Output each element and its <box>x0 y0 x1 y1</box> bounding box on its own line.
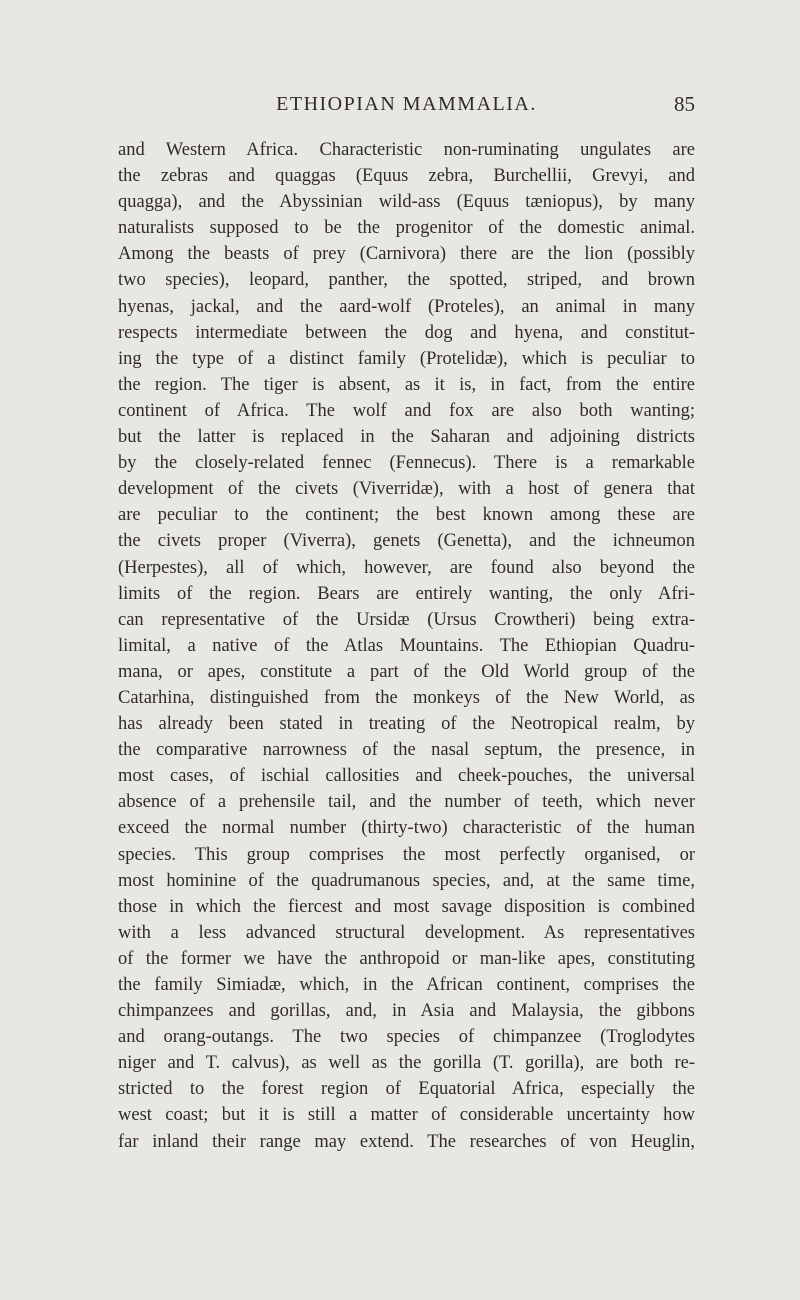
text-line: (Herpestes), all of which, however, are found also beyond the <box>118 557 695 578</box>
text-line: and Western Africa. Characteristic non-ruminating ungulates are <box>118 140 695 160</box>
text-line: has already been stated in treating of the Neotropical realm, by <box>118 714 695 735</box>
text-line: the zebras and quaggas (Equus zebra, Burchellii, Grevyi, and <box>118 166 695 187</box>
text-line: those in which the fiercest and most savage disposition is combined <box>118 896 695 917</box>
text-line: absence of a prehensile tail, and the number of teeth, which never <box>118 792 695 813</box>
text-line: species. This group comprises the most perfectly organised, or <box>118 844 695 865</box>
text-line: chimpanzees and gorillas, and, in Asia and Malaysia, the gibbons <box>118 1001 695 1022</box>
text-line: are peculiar to the continent; the best known among these are <box>118 505 695 526</box>
text-line: quagga), and the Abyssinian wild-ass (Equus tæniopus), by many <box>118 192 695 213</box>
text-line: mana, or apes, constitute a part of the Old World group of the <box>118 661 695 682</box>
running-title: ETHIOPIAN MAMMALIA. <box>276 93 537 115</box>
text-line: niger and T. calvus), as well as the gorilla (T. gorilla), are both re- <box>118 1053 695 1074</box>
text-line: hyenas, jackal, and the aard-wolf (Proteles), an animal in many <box>118 296 695 317</box>
body-text <box>118 137 695 1155</box>
text-line: the comparative narrowness of the nasal septum, the presence, in <box>118 740 695 761</box>
text-line: the civets proper (Viverra), genets (Genetta), and the ichneumon <box>118 531 695 552</box>
text-line: limital, a native of the Atlas Mountains. The Ethiopian Quadru- <box>118 635 695 656</box>
text-line: development of the civets (Viverridæ), with a host of genera that <box>118 479 695 500</box>
text-line: Among the beasts of prey (Carnivora) there are the lion (possibly <box>118 244 695 265</box>
text-line: far inland their range may extend. The researches of von Heuglin, <box>118 1131 695 1152</box>
text-line: naturalists supposed to be the progenitor of the domestic animal. <box>118 218 695 239</box>
text-line: two species), leopard, panther, the spotted, striped, and brown <box>118 270 695 291</box>
text-line: and orang-outangs. The two species of chimpanzee (Troglodytes <box>118 1027 695 1048</box>
text-line: with a less advanced structural development. As representatives <box>118 922 695 943</box>
text-line: can representative of the Ursidæ (Ursus Crowtheri) being extra- <box>118 609 695 630</box>
text-line: of the former we have the anthropoid or man-like apes, constituting <box>118 948 695 969</box>
text-line: exceed the normal number (thirty-two) characteristic of the human <box>118 818 695 839</box>
text-line: the region. The tiger is absent, as it is, in fact, from the entire <box>118 374 695 395</box>
text-line: ing the type of a distinct family (Protelidæ), which is peculiar to <box>118 348 695 369</box>
page-number: 85 <box>674 92 695 116</box>
text-line: continent of Africa. The wolf and fox are also both wanting; <box>118 400 695 421</box>
text-line: Catarhina, distinguished from the monkeys of the New World, as <box>118 687 695 708</box>
running-head <box>118 92 695 126</box>
text-line: most cases, of ischial callosities and cheek-pouches, the universal <box>118 766 695 787</box>
text-line: the family Simiadæ, which, in the African continent, comprises the <box>118 975 695 995</box>
text-line: by the closely-related fennec (Fennecus). There is a remarkable <box>118 453 695 474</box>
text-line: west coast; but it is still a matter of considerable uncertainty how <box>118 1105 695 1126</box>
text-line: limits of the region. Bears are entirely wanting, the only Afri- <box>118 583 695 604</box>
text-line: most hominine of the quadrumanous species, and, at the same time, <box>118 870 695 891</box>
text-line: stricted to the forest region of Equatorial Africa, especially the <box>118 1079 695 1100</box>
text-line: respects intermediate between the dog and hyena, and constitut- <box>118 322 695 343</box>
text-line: but the latter is replaced in the Saharan and adjoining districts <box>118 427 695 448</box>
